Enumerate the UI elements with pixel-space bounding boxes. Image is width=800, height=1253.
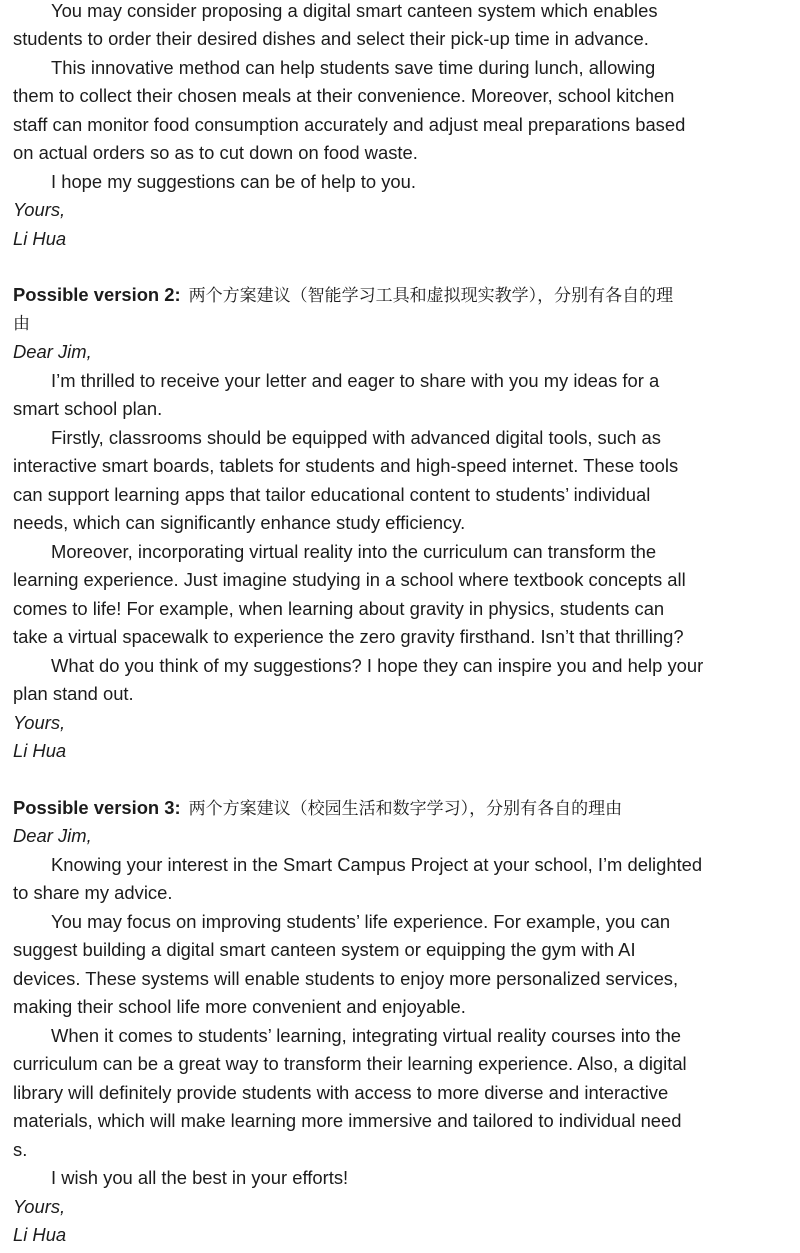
paragraph-line: on actual orders so as to cut down on food waste. [13, 142, 418, 163]
letter-signature: Li Hua [13, 1224, 67, 1245]
paragraph-line: I wish you all the best in your efforts! [51, 1167, 349, 1188]
letter-salutation: Dear Jim, [13, 341, 92, 362]
paragraph-line: to share my advice. [13, 882, 173, 903]
letter-signature: Li Hua [13, 740, 67, 761]
paragraph-line: library will definitely provide students with access to more diverse and interactive [13, 1082, 669, 1103]
paragraph-line: interactive smart boards, tablets for students and high-speed internet. These tools [13, 455, 679, 476]
paragraph-line: You may consider proposing a digital smart canteen system which enables [51, 0, 658, 21]
paragraph-line: Moreover, incorporating virtual reality into the curriculum can transform the [51, 541, 657, 562]
version-label: Possible version 2: [13, 284, 181, 305]
paragraph-line: s. [13, 1139, 28, 1160]
paragraph-line: needs, which can significantly enhance study efficiency. [13, 512, 466, 533]
paragraph-line: This innovative method can help students save time during lunch, allowing [51, 57, 656, 78]
version-heading [13, 284, 673, 308]
letter-signature: Li Hua [13, 228, 67, 249]
paragraph-line: materials, which will make learning more immersive and tailored to individual need [13, 1110, 682, 1131]
paragraph-line: take a virtual spacewalk to experience the zero gravity firsthand. Isn’t that thrilling? [13, 626, 684, 647]
letter-closing: Yours, [13, 712, 66, 733]
paragraph-line: What do you think of my suggestions? I hope they can inspire you and help your [51, 655, 704, 676]
paragraph-line: curriculum can be a great way to transform their learning experience. Also, a digital [13, 1053, 687, 1074]
paragraph-line: Firstly, classrooms should be equipped with advanced digital tools, such as [51, 427, 661, 448]
paragraph-line: staff can monitor food consumption accurately and adjust meal preparations based [13, 114, 686, 135]
paragraph-line: learning experience. Just imagine studying in a school where textbook concepts all [13, 569, 686, 590]
version-note-continued: 由 [13, 314, 30, 334]
paragraph-line: comes to life! For example, when learning about gravity in physics, students can [13, 598, 665, 619]
version-label: Possible version 3: [13, 797, 181, 818]
paragraph-line: Knowing your interest in the Smart Campus Project at your school, I’m delighted [51, 854, 703, 875]
version-note: 两个方案建议（智能学习工具和虚拟现实教学），分别有各自的理 [188, 286, 674, 306]
paragraph-line: can support learning apps that tailor educational content to students’ individual [13, 484, 651, 505]
paragraph-line: plan stand out. [13, 683, 134, 704]
version-note: 两个方案建议（校园生活和数字学习），分别有各自的理由 [188, 799, 623, 819]
paragraph-line: making their school life more convenient and enjoyable. [13, 996, 466, 1017]
paragraph-line: smart school plan. [13, 398, 163, 419]
paragraph-line: them to collect their chosen meals at their convenience. Moreover, school kitchen [13, 85, 675, 106]
letter-closing: Yours, [13, 1196, 66, 1217]
paragraph-line: You may focus on improving students’ life experience. For example, you can [51, 911, 671, 932]
paragraph-line: suggest building a digital smart canteen system or equipping the gym with AI [13, 939, 636, 960]
letter-closing: Yours, [13, 199, 66, 220]
paragraph-line: I hope my suggestions can be of help to you. [51, 171, 416, 192]
paragraph-line: students to order their desired dishes and select their pick-up time in advance. [13, 28, 649, 49]
paragraph-line: When it comes to students’ learning, integrating virtual reality courses into the [51, 1025, 682, 1046]
paragraph-line: I’m thrilled to receive your letter and eager to share with you my ideas for a [51, 370, 660, 391]
version-heading [13, 797, 622, 821]
paragraph-line: devices. These systems will enable students to enjoy more personalized services, [13, 968, 679, 989]
letter-salutation: Dear Jim, [13, 825, 92, 846]
